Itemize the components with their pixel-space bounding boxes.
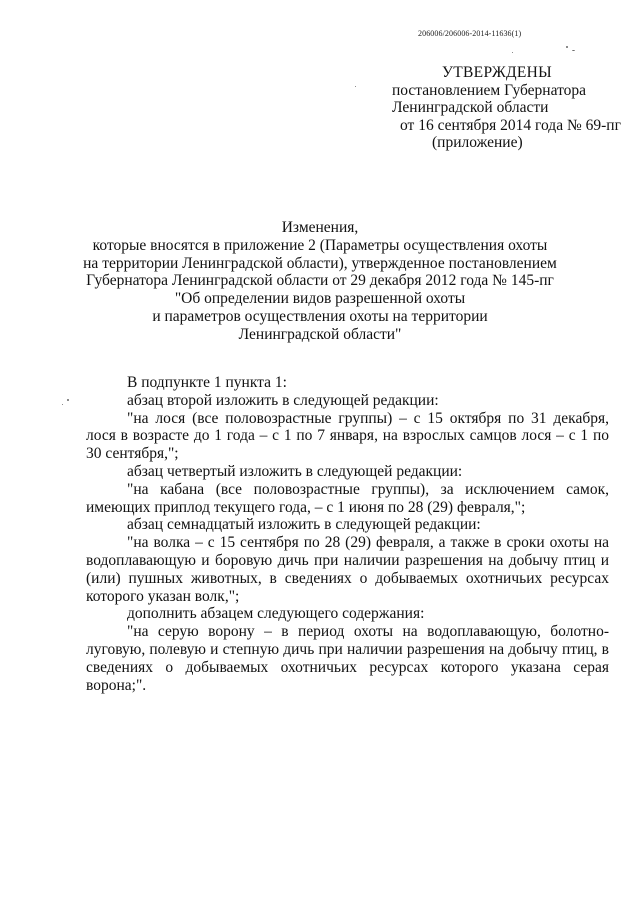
body-paragraph: "на кабана (все половозрастные группы), за исключением самок, имеющих приплод текущего года, – с 1 июня по 28 (29) февраля,"; xyxy=(86,480,609,516)
document-heading xyxy=(60,219,580,344)
approval-title: УТВЕРЖДЕНЫ xyxy=(442,64,552,81)
approval-note: (приложение) xyxy=(432,134,523,151)
scan-speck xyxy=(566,46,568,48)
heading-line: "Об определении видов разрешенной охоты xyxy=(174,290,466,308)
body-paragraph: дополнить абзацем следующего содержания: xyxy=(127,605,425,623)
heading-line: Изменения, xyxy=(281,219,359,236)
heading-line: Ленинградской области" xyxy=(238,325,402,343)
scan-speck xyxy=(62,404,63,405)
scan-speck xyxy=(67,399,69,401)
scan-speck xyxy=(572,50,575,51)
body-paragraph: "на волка – с 15 сентября по 28 (29) февраля, а также в сроки охоты на водоплавающую и боровую дичь при наличии разрешения на добычу птиц и (или) пушных животных, в сведениях о добываемых охотничьих ресурсах которого указан волк,"; xyxy=(86,534,609,605)
body-paragraph: "на серую ворону – в период охоты на водоплавающую, болотно-луговую, полевую и степную дичь при наличии разрешения на добычу птиц, в сведениях о добываемых охотничьих ресурсах которого указана серая ворона;". xyxy=(86,623,609,694)
body-paragraph: В подпункте 1 пункта 1: xyxy=(127,374,287,391)
heading-line: которые вносятся в приложение 2 (Параметры осуществления охоты xyxy=(92,236,548,254)
heading-line: Губернатора Ленинградской области от 29 декабря 2012 года № 145-пг xyxy=(86,272,554,290)
scan-speck xyxy=(355,86,356,87)
document-body xyxy=(86,374,609,694)
body-paragraph: абзац второй изложить в следующей редакции: xyxy=(127,391,439,409)
heading-line: на территории Ленинградской области), утвержденное постановлением xyxy=(83,254,557,272)
approval-line-2: Ленинградской области xyxy=(392,99,549,116)
document-registration-code: 206006/206006-2014-11636(1) xyxy=(418,29,522,38)
scan-speck xyxy=(512,52,513,53)
approval-date-line: от 16 сентября 2014 года № 69-пг xyxy=(400,116,621,134)
body-paragraph: абзац семнадцатый изложить в следующей редакции: xyxy=(127,516,481,534)
approval-stamp-block xyxy=(392,64,622,152)
body-paragraph: "на лося (все половозрастные группы) – с 15 октября по 31 декабря, лося в возрасте до 1 года – с 1 по 7 января, на взрослых самцов лося – с 1 по 30 сентября,"; xyxy=(86,409,609,463)
body-paragraph: абзац четвертый изложить в следующей редакции: xyxy=(127,462,463,480)
heading-line: и параметров осуществления охоты на территории xyxy=(152,307,488,325)
approval-line-1: постановлением Губернатора xyxy=(392,81,587,99)
